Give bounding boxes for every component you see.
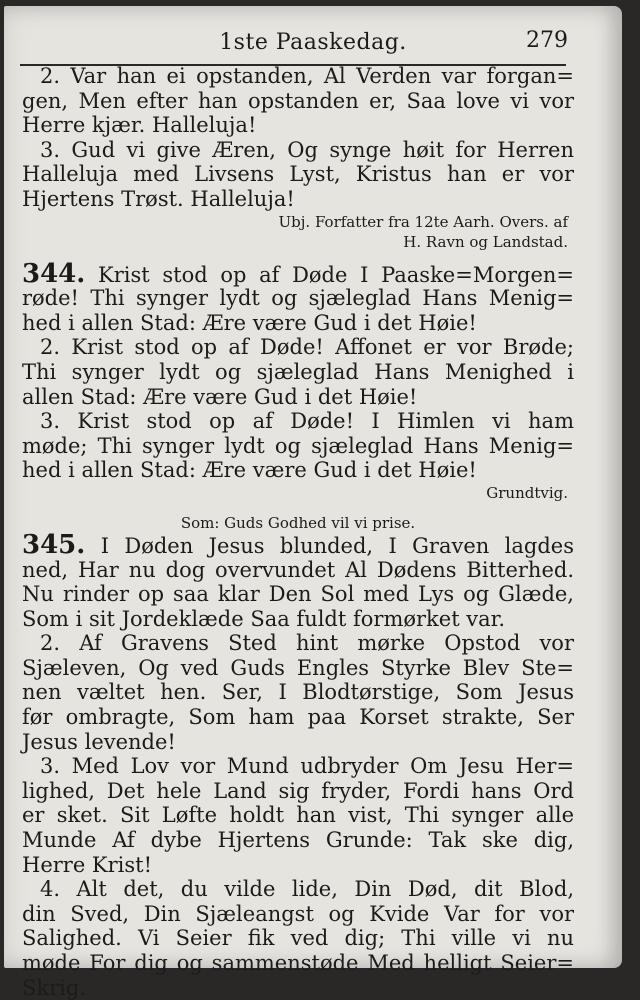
page-number: 279: [526, 28, 568, 53]
verse-line: Thi synger lydt og sjæleglad Hans Menighed i: [22, 359, 574, 384]
verse-line: 4. Alt det, du vilde lide, Din Død, dit Blod,: [40, 877, 574, 902]
hymn-343-continuation: [22, 64, 574, 252]
hymn-first-line-text: I Døden Jesus blunded, I Graven lagdes: [100, 533, 574, 558]
verse-line: 2. Krist stod op af Døde! Affonet er vor Brøde;: [40, 335, 574, 360]
verse-line: før ombragte, Som ham paa Korset strakte, Ser: [22, 705, 574, 730]
hymn-344-attribution: Grundtvig.: [486, 483, 568, 502]
verse-line: hed i allen Stad: Ære være Gud i det Høie!: [22, 458, 477, 483]
melody-reference: Som: Guds Godhed vil vi prise.: [180, 513, 416, 532]
verse-line: hed i allen Stad: Ære være Gud i det Høie!: [22, 310, 477, 335]
verse-line: Som i sit Jordeklæde Saa fuldt formørket var.: [22, 606, 506, 631]
verse-line: Hjertens Trøst. Halleluja!: [22, 186, 295, 211]
verse-line: Skrig.: [22, 975, 86, 1000]
verse-line: allen Stad: Ære være Gud i det Høie!: [22, 384, 418, 409]
verse-line: 3. Med Lov vor Mund udbryder Om Jesu Her=: [40, 754, 574, 779]
page-header: [4, 16, 622, 56]
verse-line: møde For dig og sammenstøde Med helligt Seier=: [22, 951, 574, 975]
verse-line: 2. Af Gravens Sted hint mørke Opstod vor: [40, 631, 574, 656]
book-page: [4, 6, 622, 1000]
verse-line: Nu rinder op saa klar Den Sol med Lys og Glæde,: [22, 582, 574, 607]
verse-line: Sjæleven, Og ved Guds Engles Styrke Blev Ste=: [22, 655, 574, 680]
verse-line: Halleluja med Livsens Lyst, Kristus han er vor: [22, 162, 574, 187]
verse-line: møde; Thi synger lydt og sjæleglad Hans Menig=: [22, 433, 574, 458]
hymn-number: 345.: [22, 529, 86, 560]
verse-line: Munde Af dybe Hjertens Grunde: Tak ske dig,: [22, 828, 574, 853]
verse-line: 3. Krist stod op af Døde! I Himlen vi ham: [40, 409, 574, 434]
verse-line: 3. Gud vi give Æren, Og synge høit for Herren: [40, 137, 574, 162]
hymn-344: [22, 258, 574, 503]
verse-line: gen, Men efter han opstanden er, Saa love vi vor: [22, 88, 574, 113]
hymn-343-attribution: Ubj. Forfatter fra 12te Aarh. Overs. af: [278, 212, 568, 231]
hymn-number: 344.: [22, 258, 86, 289]
hymn-first-line: [22, 258, 574, 289]
verse-line: Salighed. Vi Seier fik ved dig; Thi ville vi nu: [22, 926, 574, 951]
verse-line: Herre kjær. Halleluja!: [22, 113, 257, 138]
hymn-first-line-text: Krist stod op af Døde I Paaske=Morgen=: [98, 262, 574, 287]
hymn-343-translators: H. Ravn og Landstad.: [403, 232, 568, 251]
hymn-first-line: [22, 529, 574, 560]
running-title: 1ste Paaskedag.: [219, 30, 407, 55]
verse-line: Jesus levende!: [22, 729, 176, 754]
verse-line: er sket. Sit Løfte holdt han vist, Thi synger alle: [22, 803, 574, 828]
verse-line: 2. Var han ei opstanden, Al Verden var forgan=: [40, 64, 574, 88]
page-body: [22, 64, 574, 1000]
verse-line: nen væltet hen. Ser, I Blodtørstige, Som Jesus: [22, 680, 574, 705]
hymn-345: [22, 513, 574, 1000]
verse-line: røde! Thi synger lydt og sjæleglad Hans Menig=: [22, 286, 574, 311]
verse-line: lighed, Det hele Land sig fryder, Fordi hans Ord: [22, 778, 574, 803]
verse-line: din Sved, Din Sjæleangst og Kvide Var for vor: [22, 901, 574, 926]
verse-line: ned, Har nu dog overvundet Al Dødens Bitterhed.: [22, 557, 574, 582]
verse-line: Herre Krist!: [22, 852, 153, 877]
